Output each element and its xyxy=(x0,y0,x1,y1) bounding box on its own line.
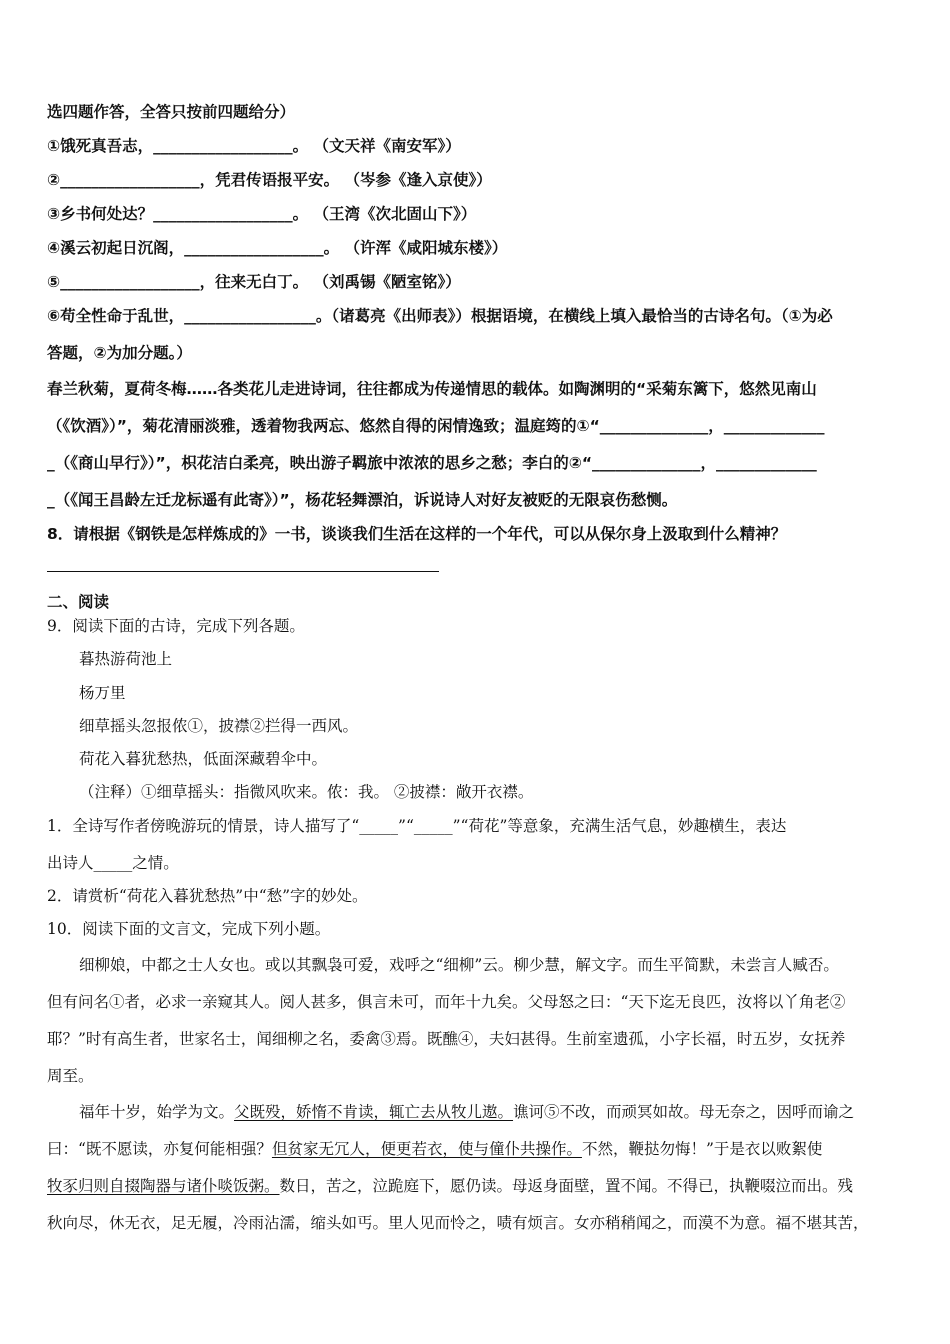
underlined-sentence-2: 但贫家无冗人，便更若衣，使与僮仆共操作。 xyxy=(271,1140,582,1158)
subquestion-1-cont: 出诗人_____之情。 xyxy=(47,854,179,872)
underlined-sentence-3: 牧豕归则自掇陶器与诸仆啖饭粥。 xyxy=(47,1177,280,1195)
prose-line-2: 但有问名①者，必求一亲窥其人。阅人甚多，俱言未可，而年十九矣。父母怒之曰：“天下迄无良匹，汝将以丫角老② xyxy=(47,993,846,1011)
poem-author: 杨万里 xyxy=(79,684,126,702)
prose-line-6 xyxy=(47,1139,822,1159)
answer-line xyxy=(47,571,439,572)
blank-item-2: ②__________________，凭君传语报平安。 （岑参《逢入京使》） xyxy=(47,171,492,189)
flower-passage-line-4: _（《闻王昌龄左迁龙标遥有此寄》）”，杨花轻舞漂泊，诉说诗人对好友被贬的无限哀伤愁恻。 xyxy=(47,491,678,509)
flower-passage-line-2: （《饮酒》）”，菊花清丽淡雅，透着物我两忘、悠然自得的闲情逸致；温庭筠的①“______________，_____________ xyxy=(47,417,825,435)
prose-segment: 数日，苦之，泣跪庭下，愿仍读。母返身面壁，置不闻。不得已，执鞭啜泣而出。残 xyxy=(279,1177,854,1195)
blank-item-5: ⑤__________________，往来无白丁。 （刘禹锡《陋室铭》） xyxy=(47,273,461,291)
poem-annotation: （注释）①细草摇头：指微风吹来。侬：我。 ②披襟：敞开衣襟。 xyxy=(79,783,534,801)
prose-segment: 曰：“既不愿读，亦复何能相强？ xyxy=(47,1140,272,1158)
blank-item-6-cont: 答题，②为加分题。） xyxy=(47,344,192,362)
poem-line-2: 荷花入暮犹愁热，低面深藏碧伞中。 xyxy=(79,750,328,768)
blank-item-3: ③乡书何处达？__________________。 （王湾《次北固山下》） xyxy=(47,205,477,223)
flower-passage-line-3: _（《商山早行》）”，枳花洁白柔亮，映出游子羁旅中浓浓的思乡之愁；李白的②“______________，_____________ xyxy=(47,454,817,472)
poem-title: 暮热游荷池上 xyxy=(79,650,173,668)
blank-item-1: ①饿死真吾志，__________________。 （文天祥《南安军》） xyxy=(47,137,461,155)
question-9: 9．阅读下面的古诗，完成下列各题。 xyxy=(47,617,305,635)
prose-line-4: 周至。 xyxy=(47,1067,94,1085)
prose-line-8: 秋向尽，休无衣，足无履，冷雨沾濡，缩头如丐。里人见而怜之，啧有烦言。女亦稍稍闻之，而漠不为意。福不堪其苦， xyxy=(47,1214,869,1232)
question-7-instruction-tail: 选四题作答，全答只按前四题给分） xyxy=(47,103,296,121)
prose-segment: 不然，鞭挞勿悔！”于是衣以败絮使 xyxy=(581,1140,823,1158)
poem-line-1: 细草摇头忽报侬①，披襟②拦得一西风。 xyxy=(79,717,359,735)
subquestion-2: 2．请赏析“荷花入暮犹愁热”中“愁”字的妙处。 xyxy=(47,887,368,905)
prose-line-5 xyxy=(79,1102,854,1122)
prose-line-3: 耶？”时有高生者，世家名士，闻细柳之名，委禽③焉。既醮④，夫妇甚得。生前室遗孤，小字长福，时五岁，女抚养 xyxy=(47,1030,846,1048)
prose-line-7 xyxy=(47,1176,853,1196)
section-heading-reading: 二、阅读 xyxy=(47,593,110,611)
prose-line-1: 细柳娘，中都之士人女也。或以其飘袅可爱，戏呼之“细柳”云。柳少慧，解文字。而生平简默，未尝言人臧否。 xyxy=(79,956,839,974)
question-8: 8．请根据《钢铁是怎样炼成的》一书，谈谈我们生活在这样的一个年代，可以从保尔身上汲取到什么精神？ xyxy=(47,525,787,543)
prose-segment: 福年十岁，始学为文。 xyxy=(79,1103,235,1121)
blank-item-6: ⑥苟全性命于乱世，_________________。（诸葛亮《出师表》）根据语境，在横线上填入最恰当的古诗名句。（①为必 xyxy=(47,307,833,325)
subquestion-1: 1．全诗写作者傍晚游玩的情景，诗人描写了“_____”“_____”“荷花”等意象，充满生活气息，妙趣横生，表达 xyxy=(47,817,787,835)
underlined-sentence-1: 父既殁，娇惰不肯读，辄亡去从牧儿遨。 xyxy=(234,1103,514,1121)
question-10: 10．阅读下面的文言文，完成下列小题。 xyxy=(47,920,331,938)
prose-segment: 谯诃⑤不改，而顽冥如故。母无奈之，因呼而谕之 xyxy=(513,1103,855,1121)
blank-item-4: ④溪云初起日沉阁，__________________。 （许浑《咸阳城东楼》） xyxy=(47,239,508,257)
flower-passage-line-1: 春兰秋菊，夏荷冬梅……各类花儿走进诗词，往往都成为传递情思的载体。如陶渊明的“采菊东篱下，悠然见南山 xyxy=(47,380,817,398)
